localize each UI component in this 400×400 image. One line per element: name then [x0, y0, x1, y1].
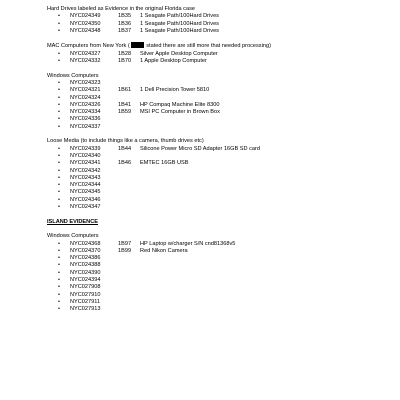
evidence-description: Silicone Power Micro SD Adapter 16GB SD card: [140, 145, 261, 152]
island-evidence-heading: ISLAND EVIDENCE: [47, 218, 98, 225]
bullet: •: [58, 247, 60, 254]
evidence-id: NYC024326: [70, 101, 101, 108]
bullet: •: [58, 145, 60, 152]
evidence-id: NYC024323: [70, 79, 101, 86]
evidence-code: 1B99: [118, 247, 132, 254]
list-item: [47, 262, 387, 269]
list-item: [47, 284, 387, 291]
list-item: [47, 168, 387, 175]
spacer: [47, 35, 387, 42]
evidence-id: NYC024344: [70, 182, 101, 189]
list-item: [47, 28, 387, 35]
evidence-id: NYC024342: [70, 167, 101, 174]
evidence-id: NYC024340: [70, 152, 101, 159]
evidence-description: Red Nikon Camera: [140, 247, 188, 254]
section-heading-loose-media: Loose Media (to include things like a camera, thumb drives etc): [47, 138, 204, 145]
evidence-description: HP Compaq Machine Elite 8300: [140, 101, 220, 108]
evidence-id: NYC024337: [70, 123, 101, 130]
evidence-code: 1B28: [118, 50, 132, 57]
list-item: [47, 292, 387, 299]
list-item: [47, 87, 387, 94]
section-heading-island-windows-computers: Windows Computers: [47, 233, 99, 240]
bullet: •: [58, 101, 60, 108]
evidence-description: 1 Seagate Path/100Hard Drives: [140, 20, 219, 27]
bullet: •: [58, 298, 60, 305]
evidence-id: NYC024343: [70, 174, 101, 181]
list-item: [47, 204, 387, 211]
bullet: •: [58, 255, 60, 262]
document-content: [47, 6, 387, 313]
list-item: [47, 80, 387, 87]
bullet: •: [58, 189, 60, 196]
evidence-code: 1B44: [118, 145, 132, 152]
evidence-id: NYC024336: [70, 116, 101, 123]
evidence-id: NYC024339: [70, 145, 101, 152]
evidence-id: NYC024334: [70, 109, 101, 116]
list-item: [47, 13, 387, 20]
evidence-id: NYC024388: [70, 262, 101, 269]
bullet: •: [58, 167, 60, 174]
list-item: [47, 255, 387, 262]
evidence-code: 1B61: [118, 87, 132, 94]
heading-text-before: MAC Computers from New York (: [47, 43, 130, 50]
bullet: •: [58, 240, 60, 247]
evidence-id: NYC024321: [70, 87, 101, 94]
bullet: •: [58, 160, 60, 167]
evidence-id: NYC024394: [70, 276, 101, 283]
list-item: [47, 197, 387, 204]
bullet: •: [58, 196, 60, 203]
bullet: •: [58, 50, 60, 57]
bullet: •: [58, 276, 60, 283]
bullet: •: [58, 79, 60, 86]
bullet: •: [58, 87, 60, 94]
list-island-windows-computers: [47, 241, 387, 314]
list-item: [47, 277, 387, 284]
evidence-id: NYC024324: [70, 94, 101, 101]
evidence-id: NYC024347: [70, 204, 101, 211]
list-item: [47, 306, 387, 313]
section-heading-mac-computers: [47, 42, 387, 50]
list-item: [47, 299, 387, 306]
bullet: •: [58, 123, 60, 130]
list-item: [47, 189, 387, 196]
list-item: [47, 102, 387, 109]
list-windows-computers: [47, 80, 387, 131]
evidence-id: NYC024345: [70, 189, 101, 196]
evidence-id: NYC024370: [70, 247, 101, 254]
evidence-description: 1 Seagate Path/100Hard Drives: [140, 13, 219, 20]
list-item: [47, 124, 387, 131]
evidence-id: NYC024327: [70, 50, 101, 57]
list-item: [47, 146, 387, 153]
bullet: •: [58, 116, 60, 123]
evidence-id: NYC024348: [70, 27, 101, 34]
bullet: •: [58, 27, 60, 34]
evidence-description: HP Laptop w/charger S/N cnd81368v5: [140, 240, 236, 247]
list-item: [47, 95, 387, 102]
bullet: •: [58, 262, 60, 269]
evidence-id: NYC024332: [70, 58, 101, 65]
evidence-id: NYC024349: [70, 13, 101, 20]
bullet: •: [58, 13, 60, 20]
evidence-id: NYC027910: [70, 291, 101, 298]
evidence-description: 1 Apple Desktop Computer: [140, 58, 207, 65]
evidence-code: 1B36: [118, 20, 132, 27]
bullet: •: [58, 152, 60, 159]
evidence-code: 1B97: [118, 240, 132, 247]
section-heading-hard-drives: Hard Drives labeled as Evidence in the original Florida case: [47, 6, 195, 12]
evidence-code: 1B59: [118, 109, 132, 116]
list-item: [47, 58, 387, 65]
bullet: •: [58, 269, 60, 276]
section-heading-windows-computers: Windows Computers: [47, 72, 99, 79]
list-item: [47, 51, 387, 58]
evidence-description: 1 Dell Precision Tower 5810: [140, 87, 210, 94]
evidence-id: NYC024346: [70, 196, 101, 203]
evidence-id: NYC027911: [70, 298, 101, 305]
list-item: [47, 153, 387, 160]
list-item: [47, 241, 387, 248]
evidence-code: 1B37: [118, 27, 132, 34]
evidence-id: NYC024390: [70, 269, 101, 276]
bullet: •: [58, 20, 60, 27]
bullet: •: [58, 306, 60, 313]
list-hard-drives: [47, 13, 387, 35]
list-item: [47, 270, 387, 277]
bullet: •: [58, 109, 60, 116]
bullet: •: [58, 204, 60, 211]
evidence-id: NYC024368: [70, 240, 101, 247]
list-item: [47, 248, 387, 255]
bullet: •: [58, 182, 60, 189]
evidence-code: 1B46: [118, 160, 132, 167]
spacer: [47, 211, 387, 218]
list-item: [47, 182, 387, 189]
evidence-id: NYC024350: [70, 20, 101, 27]
list-item: [47, 175, 387, 182]
evidence-code: 1B70: [118, 58, 132, 65]
list-item: [47, 21, 387, 28]
heading-text-after: stated there are still more that needed processing): [144, 43, 271, 50]
spacer: [47, 65, 387, 72]
list-item: [47, 116, 387, 123]
spacer: [47, 226, 387, 233]
list-mac-computers: [47, 51, 387, 66]
bullet: •: [58, 291, 60, 298]
evidence-description: MSI PC Computer in Brown Box: [140, 109, 220, 116]
evidence-code: 1B41: [118, 101, 132, 108]
evidence-id: NYC024386: [70, 255, 101, 262]
evidence-id: NYC024341: [70, 160, 101, 167]
redaction-block: [131, 42, 144, 48]
bullet: •: [58, 174, 60, 181]
spacer: [47, 131, 387, 138]
list-item: [47, 160, 387, 167]
evidence-description: Silver Apple Desktop Computer: [140, 50, 218, 57]
list-loose-media: [47, 146, 387, 212]
evidence-id: NYC027913: [70, 306, 101, 313]
bullet: •: [58, 58, 60, 65]
evidence-code: 1B35: [118, 13, 132, 20]
bullet: •: [58, 94, 60, 101]
evidence-description: EMTEC 16GB USB: [140, 160, 189, 167]
bullet: •: [58, 284, 60, 291]
evidence-description: 1 Seagate Path/100Hard Drives: [140, 27, 219, 34]
list-item: [47, 109, 387, 116]
evidence-id: NYC027908: [70, 284, 101, 291]
